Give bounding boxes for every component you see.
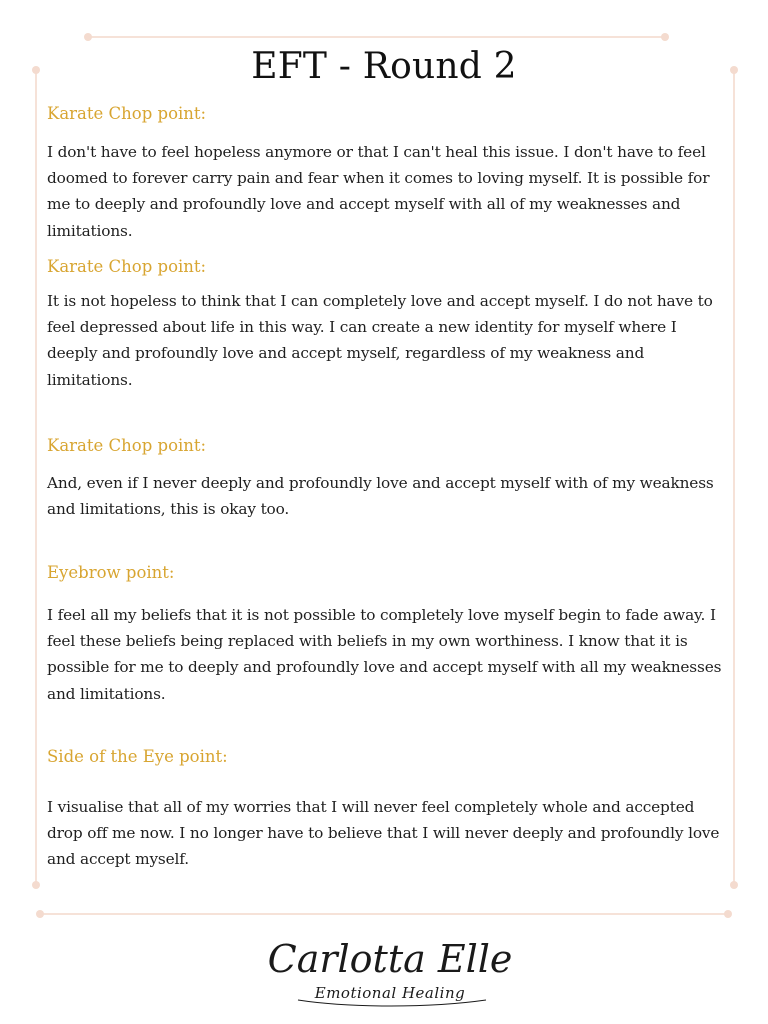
section-heading-karate-chop-1: Karate Chop point:: [47, 104, 207, 123]
section-text-karate-chop-3: And, even if I never deeply and profoundly love and accept myself with of my weakness and limitations, this is okay too.: [47, 474, 714, 519]
section-heading-eyebrow: Eyebrow point:: [47, 563, 175, 582]
frame-left-line: [35, 70, 37, 885]
section-heading-karate-chop-3: Karate Chop point:: [47, 436, 207, 455]
frame-dot: [730, 881, 738, 889]
logo-name: Carlotta Elle: [267, 937, 513, 981]
frame-top-line: [89, 36, 665, 38]
logo-tagline: Emotional Healing: [314, 984, 466, 1002]
frame-dot: [32, 881, 40, 889]
frame-dot: [36, 910, 44, 918]
frame-dot: [724, 910, 732, 918]
section-text-side-of-eye: I visualise that all of my worries that I will never feel completely whole and accepted drop off me now. I no longer have to believe that I will never deeply and profoundly love and accept myself.: [47, 798, 720, 869]
frame-dot: [661, 33, 669, 41]
section-heading-side-of-eye: Side of the Eye point:: [47, 747, 228, 766]
frame-right-line: [733, 70, 735, 885]
section-text-karate-chop-1: I don't have to feel hopeless anymore or that I can't heal this issue. I don't have to feel doomed to forever carry pain and fear when it comes to loving myself. It is possible for me to deeply and profoundly love and accept myself with all of my weaknesses and limitations.: [47, 143, 710, 240]
brand-logo: [240, 930, 540, 1012]
section-text-eyebrow: I feel all my beliefs that it is not possible to completely love myself begin to fade away. I feel these beliefs being replaced with beliefs in my own worthiness. I know that it is possible for me to deeply and profoundly love and accept myself with all my weaknesses and limitations.: [47, 606, 722, 703]
page-title: EFT - Round 2: [251, 46, 517, 87]
section-text-karate-chop-2: It is not hopeless to think that I can completely love and accept myself. I do not have to feel depressed about life in this way. I can create a new identity for myself where I deeply and profoundly love and accept myself, regardless of my weakness and limitations.: [47, 292, 713, 389]
frame-bottom-line: [40, 913, 728, 915]
frame-dot: [84, 33, 92, 41]
section-heading-karate-chop-2: Karate Chop point:: [47, 257, 207, 276]
